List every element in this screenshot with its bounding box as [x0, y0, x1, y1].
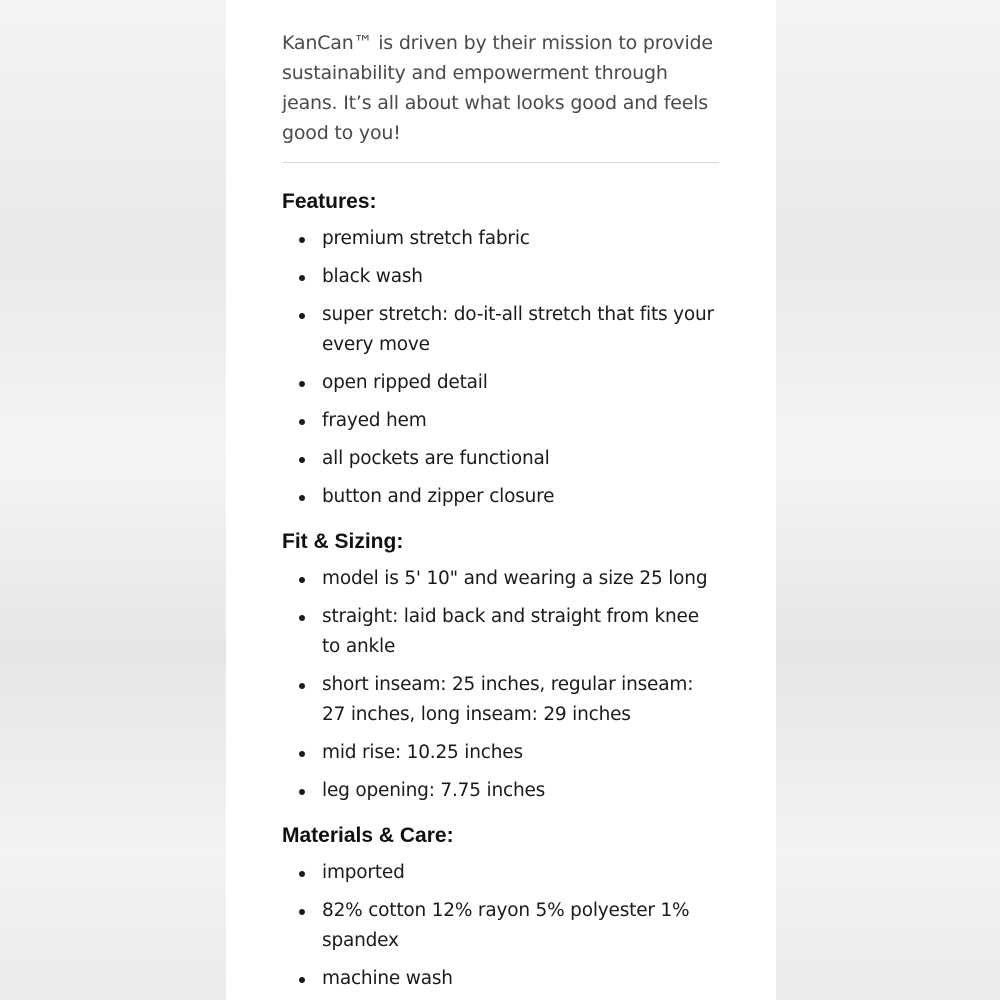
- list-item: [282, 224, 722, 254]
- bullet-icon: [299, 419, 305, 425]
- blurred-background-right: [776, 0, 1000, 1000]
- divider: [282, 162, 719, 163]
- product-description-card: [226, 0, 776, 1000]
- bullet-icon: [299, 789, 305, 795]
- list-item-text: mid rise: 10.25 inches: [322, 742, 523, 763]
- materials-care-heading: Materials & Care:: [282, 824, 454, 847]
- list-item-text: button and zipper closure: [322, 486, 555, 507]
- list-item-text: leg opening: 7.75 inches: [322, 780, 546, 801]
- bullet-icon: [299, 457, 305, 463]
- list-item: [282, 406, 722, 436]
- bullet-icon: [299, 237, 305, 243]
- list-item-text: imported: [322, 862, 405, 883]
- list-item: [282, 444, 722, 474]
- bullet-icon: [299, 313, 305, 319]
- bullet-icon: [299, 683, 305, 689]
- list-item-text: super stretch: do-it-all stretch that fits your every move: [322, 304, 714, 355]
- blurred-background-left: [0, 0, 226, 1000]
- bullet-icon: [299, 381, 305, 387]
- list-item: [282, 964, 722, 994]
- list-item: [282, 300, 722, 360]
- list-item: [282, 738, 722, 768]
- list-item-text: short inseam: 25 inches, regular inseam: 27 inches, long inseam: 29 inches: [322, 674, 694, 725]
- list-item: [282, 858, 722, 888]
- list-item-text: machine wash: [322, 968, 453, 989]
- list-item: [282, 776, 722, 806]
- bullet-icon: [299, 275, 305, 281]
- bullet-icon: [299, 751, 305, 757]
- fit-sizing-list: [282, 564, 722, 806]
- list-item: [282, 368, 722, 398]
- list-item: [282, 482, 722, 512]
- features-section: [282, 188, 722, 512]
- materials-care-list: [282, 858, 722, 994]
- list-item: [282, 262, 722, 292]
- bullet-icon: [299, 577, 305, 583]
- bullet-icon: [299, 909, 305, 915]
- list-item-text: 82% cotton 12% rayon 5% polyester 1% spandex: [322, 900, 690, 951]
- materials-care-section: [282, 822, 722, 994]
- brand-intro-text: KanCan™ is driven by their mission to provide sustainability and empowerment through jeans. It’s all about what looks good and feels good to you!: [282, 32, 713, 144]
- bullet-icon: [299, 871, 305, 877]
- list-item: [282, 564, 722, 594]
- features-list: [282, 224, 722, 512]
- fit-sizing-section: [282, 528, 722, 806]
- list-item-text: all pockets are functional: [322, 448, 550, 469]
- bullet-icon: [299, 495, 305, 501]
- list-item-text: open ripped detail: [322, 372, 488, 393]
- bullet-icon: [299, 615, 305, 621]
- product-description: [282, 28, 722, 994]
- list-item: [282, 670, 722, 730]
- fit-sizing-heading: Fit & Sizing:: [282, 530, 404, 553]
- bullet-icon: [299, 977, 305, 983]
- list-item: [282, 602, 722, 662]
- list-item: [282, 896, 722, 956]
- list-item-text: straight: laid back and straight from knee to ankle: [322, 606, 699, 657]
- list-item-text: black wash: [322, 266, 423, 287]
- list-item-text: frayed hem: [322, 410, 427, 431]
- list-item-text: model is 5' 10" and wearing a size 25 long: [322, 568, 708, 589]
- list-item-text: premium stretch fabric: [322, 228, 530, 249]
- features-heading: Features:: [282, 190, 377, 213]
